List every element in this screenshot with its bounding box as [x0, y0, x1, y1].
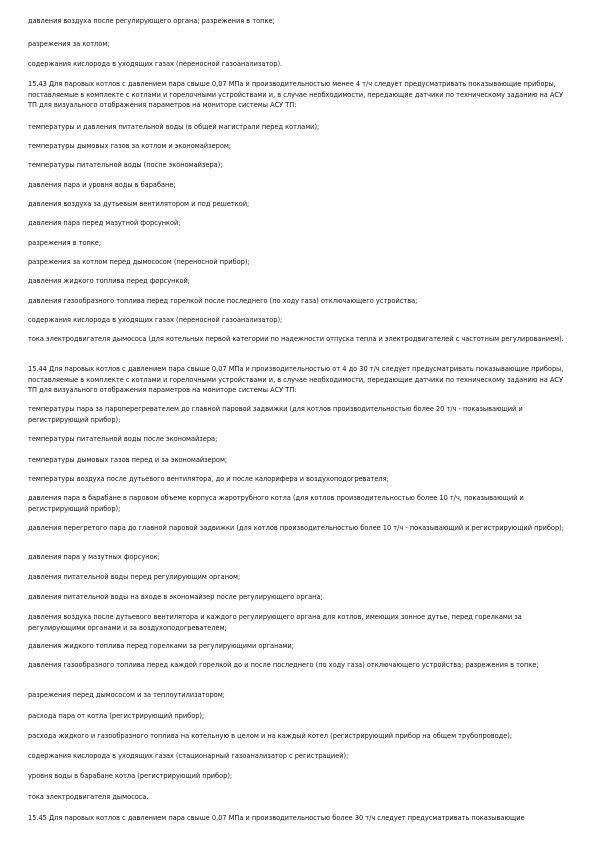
paragraph: температуры питательной воды после экономайзера;	[28, 435, 218, 443]
paragraph: давления воздуха после дутьевого вентилятора и каждого регулирующего органа для котлов, имеющих зонное дутье, перед горелками за регулирующими органами и за воздухоподогревателем;	[28, 613, 522, 632]
paragraph: температуры питательной воды (после экономайзера);	[28, 161, 223, 169]
paragraph: давления воздуха после регулирующего органа; разрежения в топке;	[28, 17, 275, 25]
section-15-43: 15.43 Для паровых котлов с давлением пара свыше 0,07 МПа и производительностью менее 4 т/ч следует предусматривать показывающие приборы, поставляемые в комплекте с котлами и горелочными устройствами и, в случае необходимости, передающие датчики по техническому заданию на АСУ ТП для визуального отображения параметров на мониторе системы АСУ ТП:	[28, 80, 564, 109]
paragraph: тока электродвигателя дымососа.	[28, 793, 149, 801]
paragraph: разрежения за котлом перед дымососом (переносной прибор);	[28, 258, 250, 266]
paragraph: давления питательной воды перед регулирующим органом;	[28, 573, 241, 581]
paragraph: температуры дымовых газов перед и за экономайзером;	[28, 456, 228, 464]
paragraph: уровня воды в барабане котла (регистрирующий прибор);	[28, 772, 233, 780]
paragraph: температуры и давления питательной воды (в общей магистрали перед котлами);	[28, 123, 320, 131]
paragraph: давления перегретого пара до главной паровой задвижки (для котлов производительностью более 10 т/ч - показывающий и регистрирующий прибор);	[28, 524, 564, 532]
paragraph: давления газообразного топлива перед горелкой после последнего (по ходу газа) отключающего устройства;	[28, 297, 418, 305]
paragraph: температуры пара за пароперегревателем до главной паровой задвижки (для котлов производительностью более 20 т/ч - показывающий и регистрирующий прибор);	[28, 405, 523, 424]
paragraph: тока электродвигателя дымососа (для котельных первой категории по надежности отпуска тепла и электродвигателей с частотным регулированием).	[28, 335, 564, 343]
paragraph: давления питательной воды на входе в экономайзер после регулирующего органа;	[28, 593, 323, 601]
section-15-45: 15.45 Для паровых котлов с давлением пара свыше 0,07 МПа и производительностью более 30 т/ч следует предусматривать показывающие	[28, 814, 525, 822]
paragraph: давления жидкого топлива перед форсункой;	[28, 277, 191, 285]
paragraph: давления газообразного топлива перед каждой горелкой до и после последнего (по ходу газа) отключающего устройства; разрежения в топке;	[28, 661, 539, 669]
paragraph: температуры дымовых газов за котлом и экономайзером;	[28, 142, 232, 150]
paragraph: давления жидкого топлива перед горелками за регулирующими органами;	[28, 642, 294, 650]
paragraph: содержания кислорода в уходящих газах (переносной газоанализатор);	[28, 316, 283, 324]
paragraph: расхода пара от котла (регистрирующий прибор);	[28, 712, 205, 720]
paragraph: давления пара и уровня воды в барабане;	[28, 181, 176, 189]
paragraph: температуры воздуха после дутьевого вентилятора, до и после калорифера и воздухоподогревателя;	[28, 475, 389, 483]
section-15-44: 15.44 Для паровых котлов с давлением пара свыше 0,07 МПа и производительностью от 4 до 30 т/ч следует предусматривать показывающие приборы, поставляемые в комплекте с котлами и горелочными устройствами и, в случае необходимости, передающие датчики по техническому заданию на АСУ ТП для визуального отображения параметров на мониторе системы АСУ ТП:	[28, 365, 564, 394]
paragraph: давления пара в барабане в паровом объеме корпуса жаротрубного котла (для котлов производительностью более 10 т/ч, показывающий и регистрирующий прибор);	[28, 494, 524, 513]
paragraph: содержания кислорода в уходящих газах (переносной газоанализатор).	[28, 60, 283, 68]
paragraph: давления пара у мазутных форсунок;	[28, 553, 160, 561]
paragraph: давления воздуха за дутьевым вентилятором и под решеткой;	[28, 200, 250, 208]
paragraph: разрежения в топке;	[28, 239, 102, 247]
paragraph: содержания кислорода в уходящих газах (стационарный газоанализатор с регистрацией);	[28, 752, 349, 760]
paragraph: разрежения за котлом;	[28, 40, 110, 48]
paragraph: расхода жидкого и газообразного топлива на котельную в целом и на каждый котел (регистрирующий прибор на общем трубопроводе);	[28, 732, 513, 740]
paragraph: давления пара перед мазутной форсункой;	[28, 219, 181, 227]
paragraph: разрежения перед дымососом и за теплоутилизатором;	[28, 691, 225, 699]
